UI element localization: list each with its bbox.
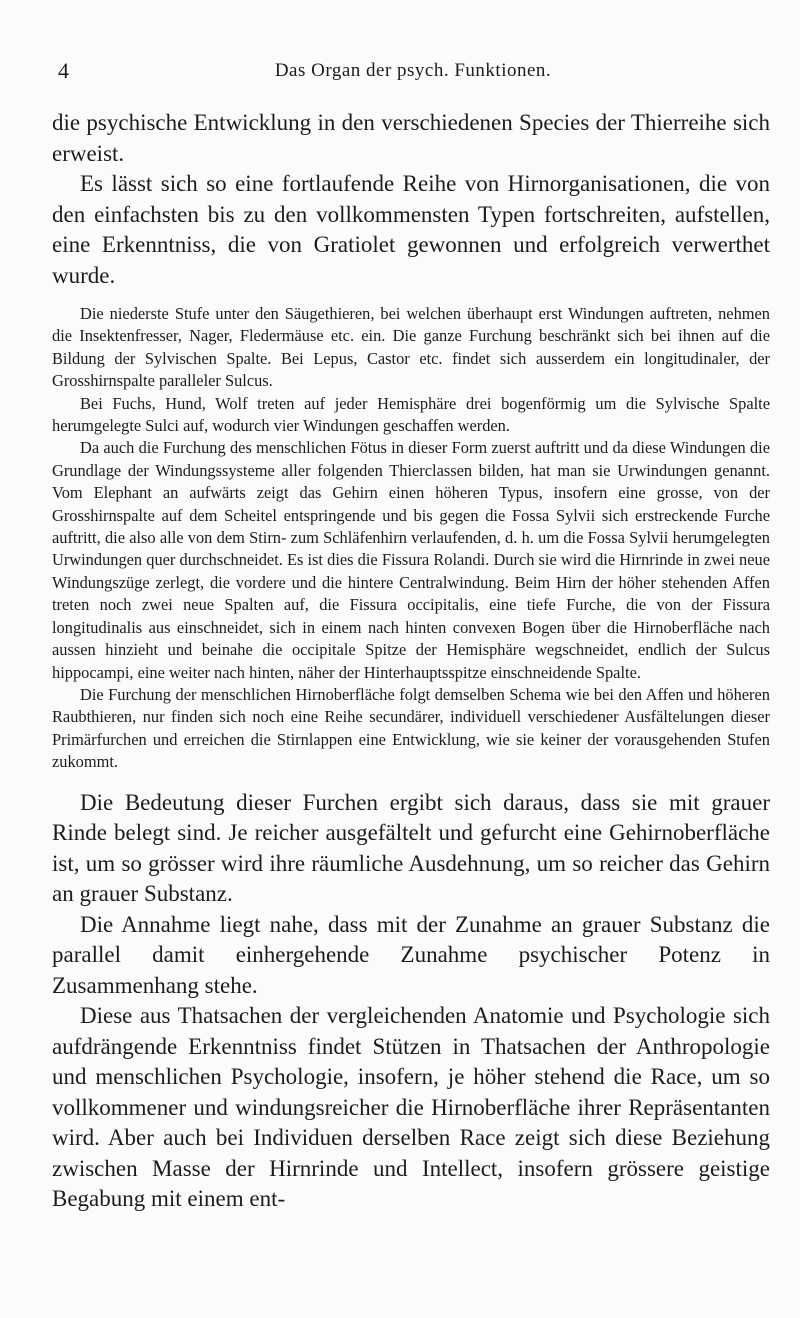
- paragraph-main: Die Annahme liegt nahe, dass mit der Zunahme an grauer Substanz die parallel damit einhergehende Zunahme psychischer Potenz in Zusammenhang stehe.: [52, 911, 770, 998]
- paragraph-small: Die Furchung der menschlichen Hirnoberfläche folgt demselben Schema wie bei den Affen und höheren Raubthieren, nur finden sich noch eine Reihe secundärer, individuell verschiedener Ausfältelungen dieser Primärfurchen und erreichen die Stirnlappen eine Entwicklung, wie sie keiner der vorausgehenden Stufen zukommt.: [52, 684, 770, 772]
- page-number: 4: [58, 58, 69, 83]
- paragraph-small: Bei Fuchs, Hund, Wolf treten auf jeder Hemisphäre drei bogenförmig um die Sylvische Spalte herumgelegte Sulci auf, wodurch vier Windungen geschaffen werden.: [52, 393, 770, 436]
- paragraph-main: Es lässt sich so eine fortlaufende Reihe von Hirnorganisationen, die von den einfachsten bis zu den vollkommensten Typen fortschreiten, aufstellen, eine Erkenntniss, die von Gratiolet gewonnen und erfolgreich verwerthet wurde.: [52, 171, 770, 288]
- paragraph-main: Die Bedeutung dieser Furchen ergibt sich daraus, dass sie mit grauer Rinde belegt sind. Je reicher ausgefältelt und gefurcht eine Gehirnoberfläche ist, um so grösser wird ihre räumliche Ausdehnung, um so reicher das Gehirn an grauer Substanz.: [52, 789, 770, 907]
- running-title: Das Organ der psych. Funktionen.: [274, 60, 552, 81]
- paragraph-small: Die niederste Stufe unter den Säugethieren, bei welchen überhaupt erst Windungen auftreten, nehmen die Insektenfresser, Nager, Fledermäuse etc. ein. Die ganze Furchung beschränkt sich bei ihnen auf die Bildung der Sylvischen Spalte. Bei Lepus, Castor etc. findet sich ausserdem ein longitudinaler, der Grosshirnspalte paralleler Sulcus.: [52, 304, 770, 391]
- paragraph-small: Da auch die Furchung des menschlichen Fötus in dieser Form zuerst auftritt und da diese Windungen die Grundlage der Windungssysteme aller folgenden Thierclassen bilden, hat man sie Urwindungen genannt. Vom Elephant an aufwärts zeigt das Gehirn einen höheren Typus, insofern eine grosse, von der Grosshirnspalte auf dem Scheitel entspringende und bis gegen die Fossa Sylvii sich erstreckende Furche auftritt, die also alle von dem Stirn- zum Schläfenhirn verlaufenden, d. h. um die Fossa Sylvii herumgelegten Urwindungen quer durchschneidet. Es ist dies die Fissura Rolandi. Durch sie wird die Hirnrinde in zwei neue Windungszüge zerlegt, die vordere und die hintere Centralwindung. Beim Hirn der höher stehenden Affen treten noch zwei neue Spalten auf, die Fissura occipitalis, eine tiefe Furche, die von der Fissura longitudinalis aus einschneidet, sich in einem nach hinten convexen Bogen über die Hirnoberfläche nach aussen hinzieht und beinahe die occipitale Spitze der Hemisphäre wegschneidet, endlich der Sulcus hippocampi, eine weiter nach hinten, näher der Hinterhauptsspitze einschneidende Spalte.: [52, 438, 770, 682]
- paragraph-continuation: die psychische Entwicklung in den verschiedenen Species der Thierreihe sich erweist.: [52, 110, 770, 166]
- page-body: [52, 108, 770, 1215]
- page-header: [58, 56, 768, 86]
- paragraph-main: Diese aus Thatsachen der vergleichenden Anatomie und Psychologie sich aufdrängende Erkenntniss findet Stützen in Thatsachen der Anthropologie und menschlichen Psychologie, insofern, je höher stehend die Race, um so vollkommener und windungsreicher die Hirnoberfläche ihrer Repräsentanten wird. Aber auch bei Individuen derselben Race zeigt sich diese Beziehung zwischen Masse der Hirnrinde und Intellect, insofern grössere geistige Begabung mit einem ent-: [52, 1003, 770, 1212]
